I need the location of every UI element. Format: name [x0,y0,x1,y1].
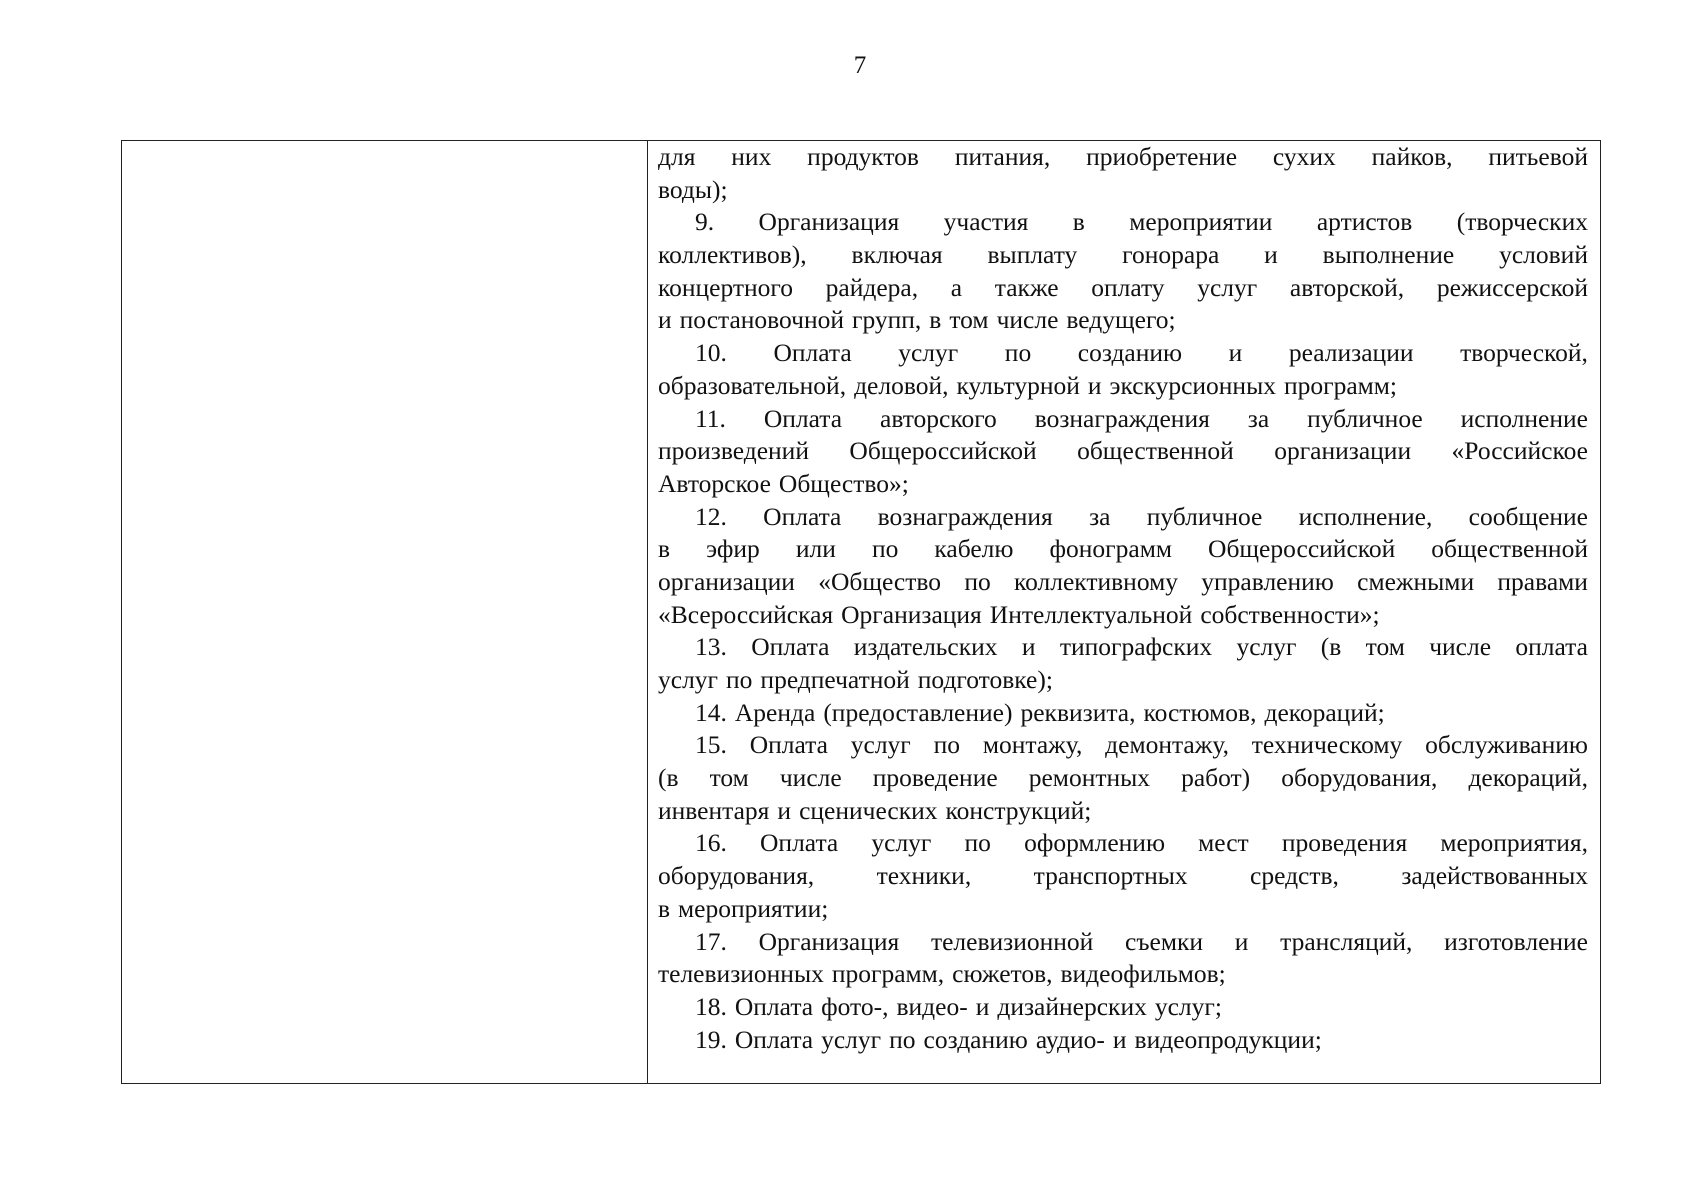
text-line: коллективов), включая выплату гонорара и выполнение условий [658,240,1588,270]
text-line: Авторское Общество»; [658,468,909,498]
text-line: «Всероссийская Организация Интеллектуальной собственности»; [658,599,1380,629]
text-line: воды); [658,174,728,204]
text-line: телевизионных программ, сюжетов, видеофильмов; [658,959,1226,989]
text-line: услуг по предпечатной подготовке); [658,665,1053,694]
text-line: (в том числе проведение ремонтных работ) оборудования, декораций, [658,763,1588,793]
text-line: и постановочной групп, в том числе ведущего; [658,305,1176,335]
text-line: оборудования, техники, транспортных средств, задействованных [658,861,1588,891]
text-line: 11. Оплата авторского вознаграждения за публичное исполнение [695,403,1588,433]
text-line: концертного райдера, а также оплату услуг авторской, режиссерской [658,272,1588,302]
text-line: 14. Аренда (предоставление) реквизита, костюмов, декораций; [695,697,1385,727]
text-line: для них продуктов питания, приобретение сухих пайков, питьевой [658,142,1588,171]
text-line: образовательной, деловой, культурной и экскурсионных программ; [658,370,1398,400]
text-line: 17. Организация телевизионной съемки и трансляций, изготовление [695,926,1588,956]
text-line: 16. Оплата услуг по оформлению мест проведения мероприятия, [695,828,1588,858]
table-right-cell [648,141,1600,1083]
text-line: произведений Общероссийской общественной организации «Российское [658,436,1588,466]
document-table [121,140,1601,1084]
text-line: 9. Организация участия в мероприятии артистов (творческих [695,207,1588,237]
text-line: 19. Оплата услуг по созданию аудио- и видеопродукции; [695,1024,1322,1054]
text-line: инвентаря и сценических конструкций; [658,795,1092,825]
text-line: организации «Общество по коллективному управлению смежными правами [658,566,1588,596]
text-line: 15. Оплата услуг по монтажу, демонтажу, техническому обслуживанию [695,730,1588,760]
text-line: 10. Оплата услуг по созданию и реализации творческой, [695,338,1588,368]
table-left-cell [122,141,648,1083]
page-number: 7 [853,52,867,79]
text-line: 18. Оплата фото-, видео- и дизайнерских услуг; [695,991,1222,1021]
text-line: в эфир или по кабелю фонограмм Общероссийской общественной [658,534,1588,564]
text-line: в мероприятии; [658,893,829,923]
text-line: 13. Оплата издательских и типографских услуг (в том числе оплата [695,632,1588,662]
text-line: 12. Оплата вознаграждения за публичное исполнение, сообщение [695,501,1588,531]
